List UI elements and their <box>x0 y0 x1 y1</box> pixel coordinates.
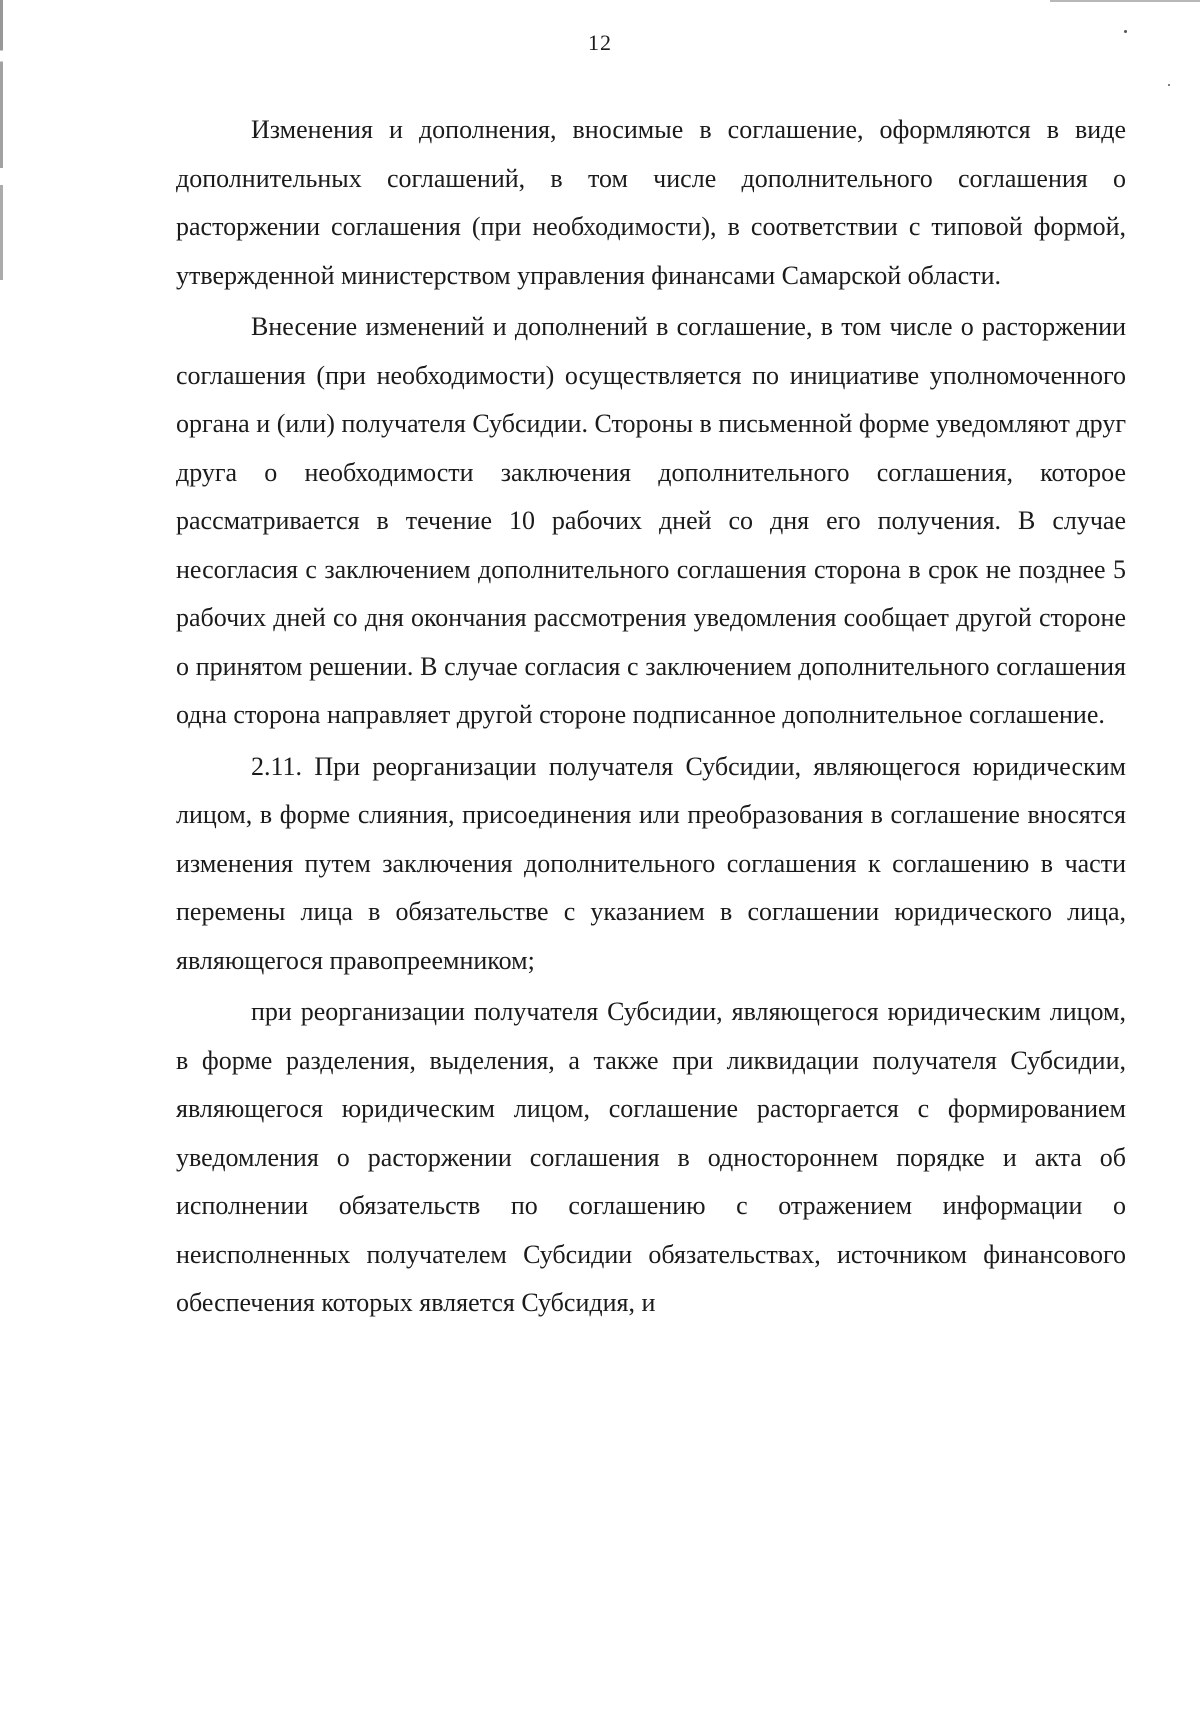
document-body <box>176 106 1126 1331</box>
paragraph-2-11-reorganization: 2.11. При реорганизации получателя Субсидии, являющегося юридическим лицом, в форме слияния, присоединения или преобразования в соглашение вносятся изменения путем заключения дополнительного соглашения к соглашению в части перемены лица в обязательстве с указанием в соглашении юридического лица, являющегося правопреемником; <box>176 751 1126 975</box>
page-number: 12 <box>588 30 612 55</box>
paragraph-amendments-form: Изменения и дополнения, вносимые в соглашение, оформляются в виде дополнительных соглашений, в том числе дополнительного соглашения о расторжении соглашения (при необходимости), в соответствии с типовой формой, утвержденной министерством управления финансами Самарской области. <box>176 115 1126 290</box>
paragraph-amendments-procedure: Внесение изменений и дополнений в соглашение, в том числе о расторжении соглашения (при необходимости) осуществляется по инициативе уполномоченного органа и (или) получателя Субсидии. Стороны в письменной форме уведомляют друг друга о необходимости заключения дополнительного соглашения, которое рассматривается в течение 10 рабочих дней со дня его получения. В случае несогласия с заключением дополнительного соглашения сторона в срок не позднее 5 рабочих дней со дня окончания рассмотрения уведомления сообщает другой стороне о принятом решении. В случае согласия с заключением дополнительного соглашения одна сторона направляет другой стороне подписанное дополнительное соглашение. <box>176 312 1126 729</box>
scan-top-line <box>1050 0 1200 2</box>
paragraph-reorganization-termination: при реорганизации получателя Субсидии, являющегося юридическим лицом, в форме разделения, выделения, а также при ликвидации получателя Субсидии, являющегося юридическим лицом, соглашение расторгается с формированием уведомления о расторжении соглашения в одностороннем порядке и акта об исполнении обязательств по соглашению с отражением информации о неисполненных получателем Субсидии обязательствах, источником финансового обеспечения которых является Субсидия, и <box>176 997 1126 1317</box>
scan-speck <box>1168 84 1170 86</box>
